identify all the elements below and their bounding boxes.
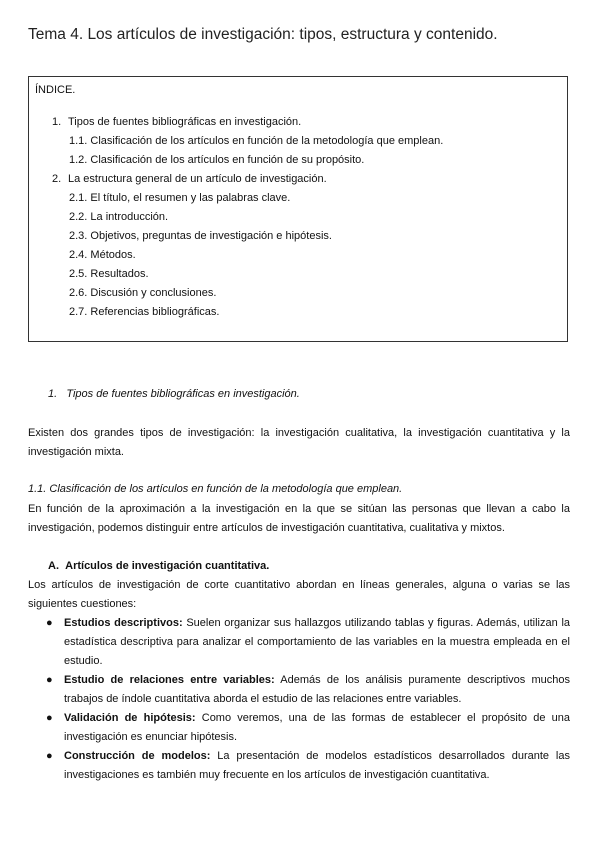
index-item: 1.1. Clasificación de los artículos en función de la metodología que emplean.: [69, 135, 444, 147]
index-item: 2.5. Resultados.: [69, 268, 149, 280]
index-item: 1. Tipos de fuentes bibliográficas en investigación.: [52, 116, 302, 128]
section-1-intro: Existen dos grandes tipos de investigación: la investigación cualitativa, la investigación cuantitativa y la investigación mixta.: [28, 427, 570, 458]
index-item: 2.2. La introducción.: [69, 211, 169, 223]
index-item: 2.1. El título, el resumen y las palabras clave.: [69, 192, 291, 204]
section-a-heading: A. Artículos de investigación cuantitativa.: [48, 560, 270, 572]
page-title: Tema 4. Los artículos de investigación: tipos, estructura y contenido.: [28, 26, 498, 43]
list-item: ● Estudios descriptivos: Suelen organizar sus hallazgos utilizando tablas y figuras. Además, utilizan la estadística descriptiva para analizar el comportamiento de las variables en la muestra empleada en el estudio.: [44, 614, 570, 671]
index-item: 2. La estructura general de un artículo de investigación.: [52, 173, 327, 185]
section-1-heading: 1. Tipos de fuentes bibliográficas en investigación.: [48, 388, 300, 400]
section-a-text: Los artículos de investigación de corte cuantitativo abordan en líneas generales, alguna o varias se las siguientes cuestiones:: [28, 579, 570, 610]
index-heading: ÍNDICE.: [35, 84, 76, 96]
bullet-dot-icon: ●: [46, 750, 53, 762]
bullet-list: [44, 614, 570, 785]
bullet-dot-icon: ●: [46, 674, 53, 686]
list-item: ● Construcción de modelos: La presentación de modelos estadísticos desarrollados durante las investigaciones es también muy frecuente en los artículos de investigación cuantitativa.: [44, 747, 570, 785]
index-box: [28, 76, 568, 342]
list-item: ● Estudio de relaciones entre variables: Además de los análisis puramente descriptivos muchos trabajos de índole cuantitativa aborda el estudio de las relaciones entre variables.: [44, 671, 570, 709]
section-1-1-heading: 1.1. Clasificación de los artículos en función de la metodología que emplean.: [28, 483, 403, 495]
index-item: 2.3. Objetivos, preguntas de investigación e hipótesis.: [69, 230, 332, 242]
bullet-dot-icon: ●: [46, 712, 53, 724]
bullet-dot-icon: ●: [46, 617, 53, 629]
index-item: 2.4. Métodos.: [69, 249, 136, 261]
section-1-1-text: En función de la aproximación a la investigación en la que se sitúan las personas que llevan a cabo la investigación, podemos distinguir entre artículos de investigación cuantitativa, cualitativa y mixtos.: [28, 503, 570, 534]
index-item: 2.6. Discusión y conclusiones.: [69, 287, 217, 299]
list-item: ● Validación de hipótesis: Como veremos, una de las formas de establecer el propósito de una investigación es enunciar hipótesis.: [44, 709, 570, 747]
index-item: 1.2. Clasificación de los artículos en función de su propósito.: [69, 154, 365, 166]
index-item: 2.7. Referencias bibliográficas.: [69, 306, 220, 318]
